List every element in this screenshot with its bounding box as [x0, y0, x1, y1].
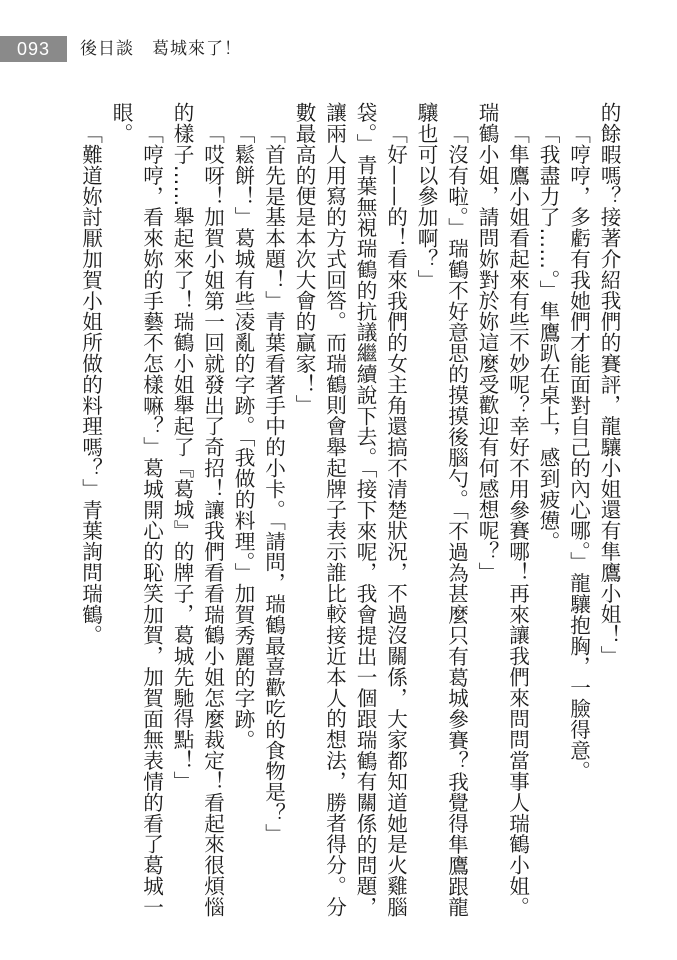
- paragraph: 的餘暇嗎？接著介紹我們的賽評，龍驤小姐還有隼鷹小姐！」: [597, 102, 621, 667]
- paragraph: 「首先是基本題！」青葉看著手中的小卡。「請問，瑞鶴最喜歡吃的食物是？」: [261, 122, 286, 844]
- paragraph: 「哼哼，多虧有我她們才能面對自己的內心哪。」龍驤抱胸，一臉得意。: [566, 122, 591, 782]
- page-number: 093: [16, 38, 51, 59]
- paragraph: 「鬆餅！」葛城有些凌亂的字跡。「我做的料理。」加賀秀麗的字跡。: [231, 122, 255, 750]
- paragraph: 「沒有啦。」瑞鶴不好意思的摸摸後腦勺。「不過為甚麼只有葛城參賽？我覺得隼鷹跟龍驤也可以參加啊？」: [414, 102, 469, 918]
- paragraph: 「哼哼，看來妳的手藝不怎樣嘛？」葛城開心的恥笑加賀，加賀面無表情的看了葛城一眼。: [109, 102, 164, 917]
- chapter-title: 後日談 葛城來了！: [80, 39, 242, 59]
- page-number-tab: [0, 36, 67, 62]
- paragraph: 「好——的！看來我們的女主角還搞不清楚狀況，不過沒關係，大家都知道她是火雞腦袋。」青葉無視瑞鶴的抗議繼續說下去。「接下來呢，我會提出一個跟瑞鶴有關係的問題，讓兩人用寫的方式回答。而瑞鶴則會舉起牌子表示誰比較接近本人的想法，勝者得分。分數最高的便是本次大會的贏家！」: [292, 102, 408, 918]
- paragraph: 「哎呀！加賀小姐第一回就發出了奇招！讓我們看看瑞鶴小姐怎麼裁定！看起來很煩惱的樣子……舉起來了！瑞鶴小姐舉起了『葛城』的牌子，葛城先馳得點！」: [170, 102, 225, 917]
- paragraph: 「隼鷹小姐看起來有些不妙呢？幸好不用參賽哪！再來讓我們來問問當事人瑞鶴小姐。瑞鶴小姐，請問妳對於妳這麼受歡迎有何感想呢？」: [475, 102, 530, 917]
- paragraph: 「難道妳討厭加賀小姐所做的料理嗎？」青葉詢問瑞鶴。: [78, 122, 103, 646]
- vertical-body-text: [56, 102, 624, 930]
- paragraph: 「我盡力了……。」隼鷹趴在桌上，感到疲憊。: [536, 122, 560, 552]
